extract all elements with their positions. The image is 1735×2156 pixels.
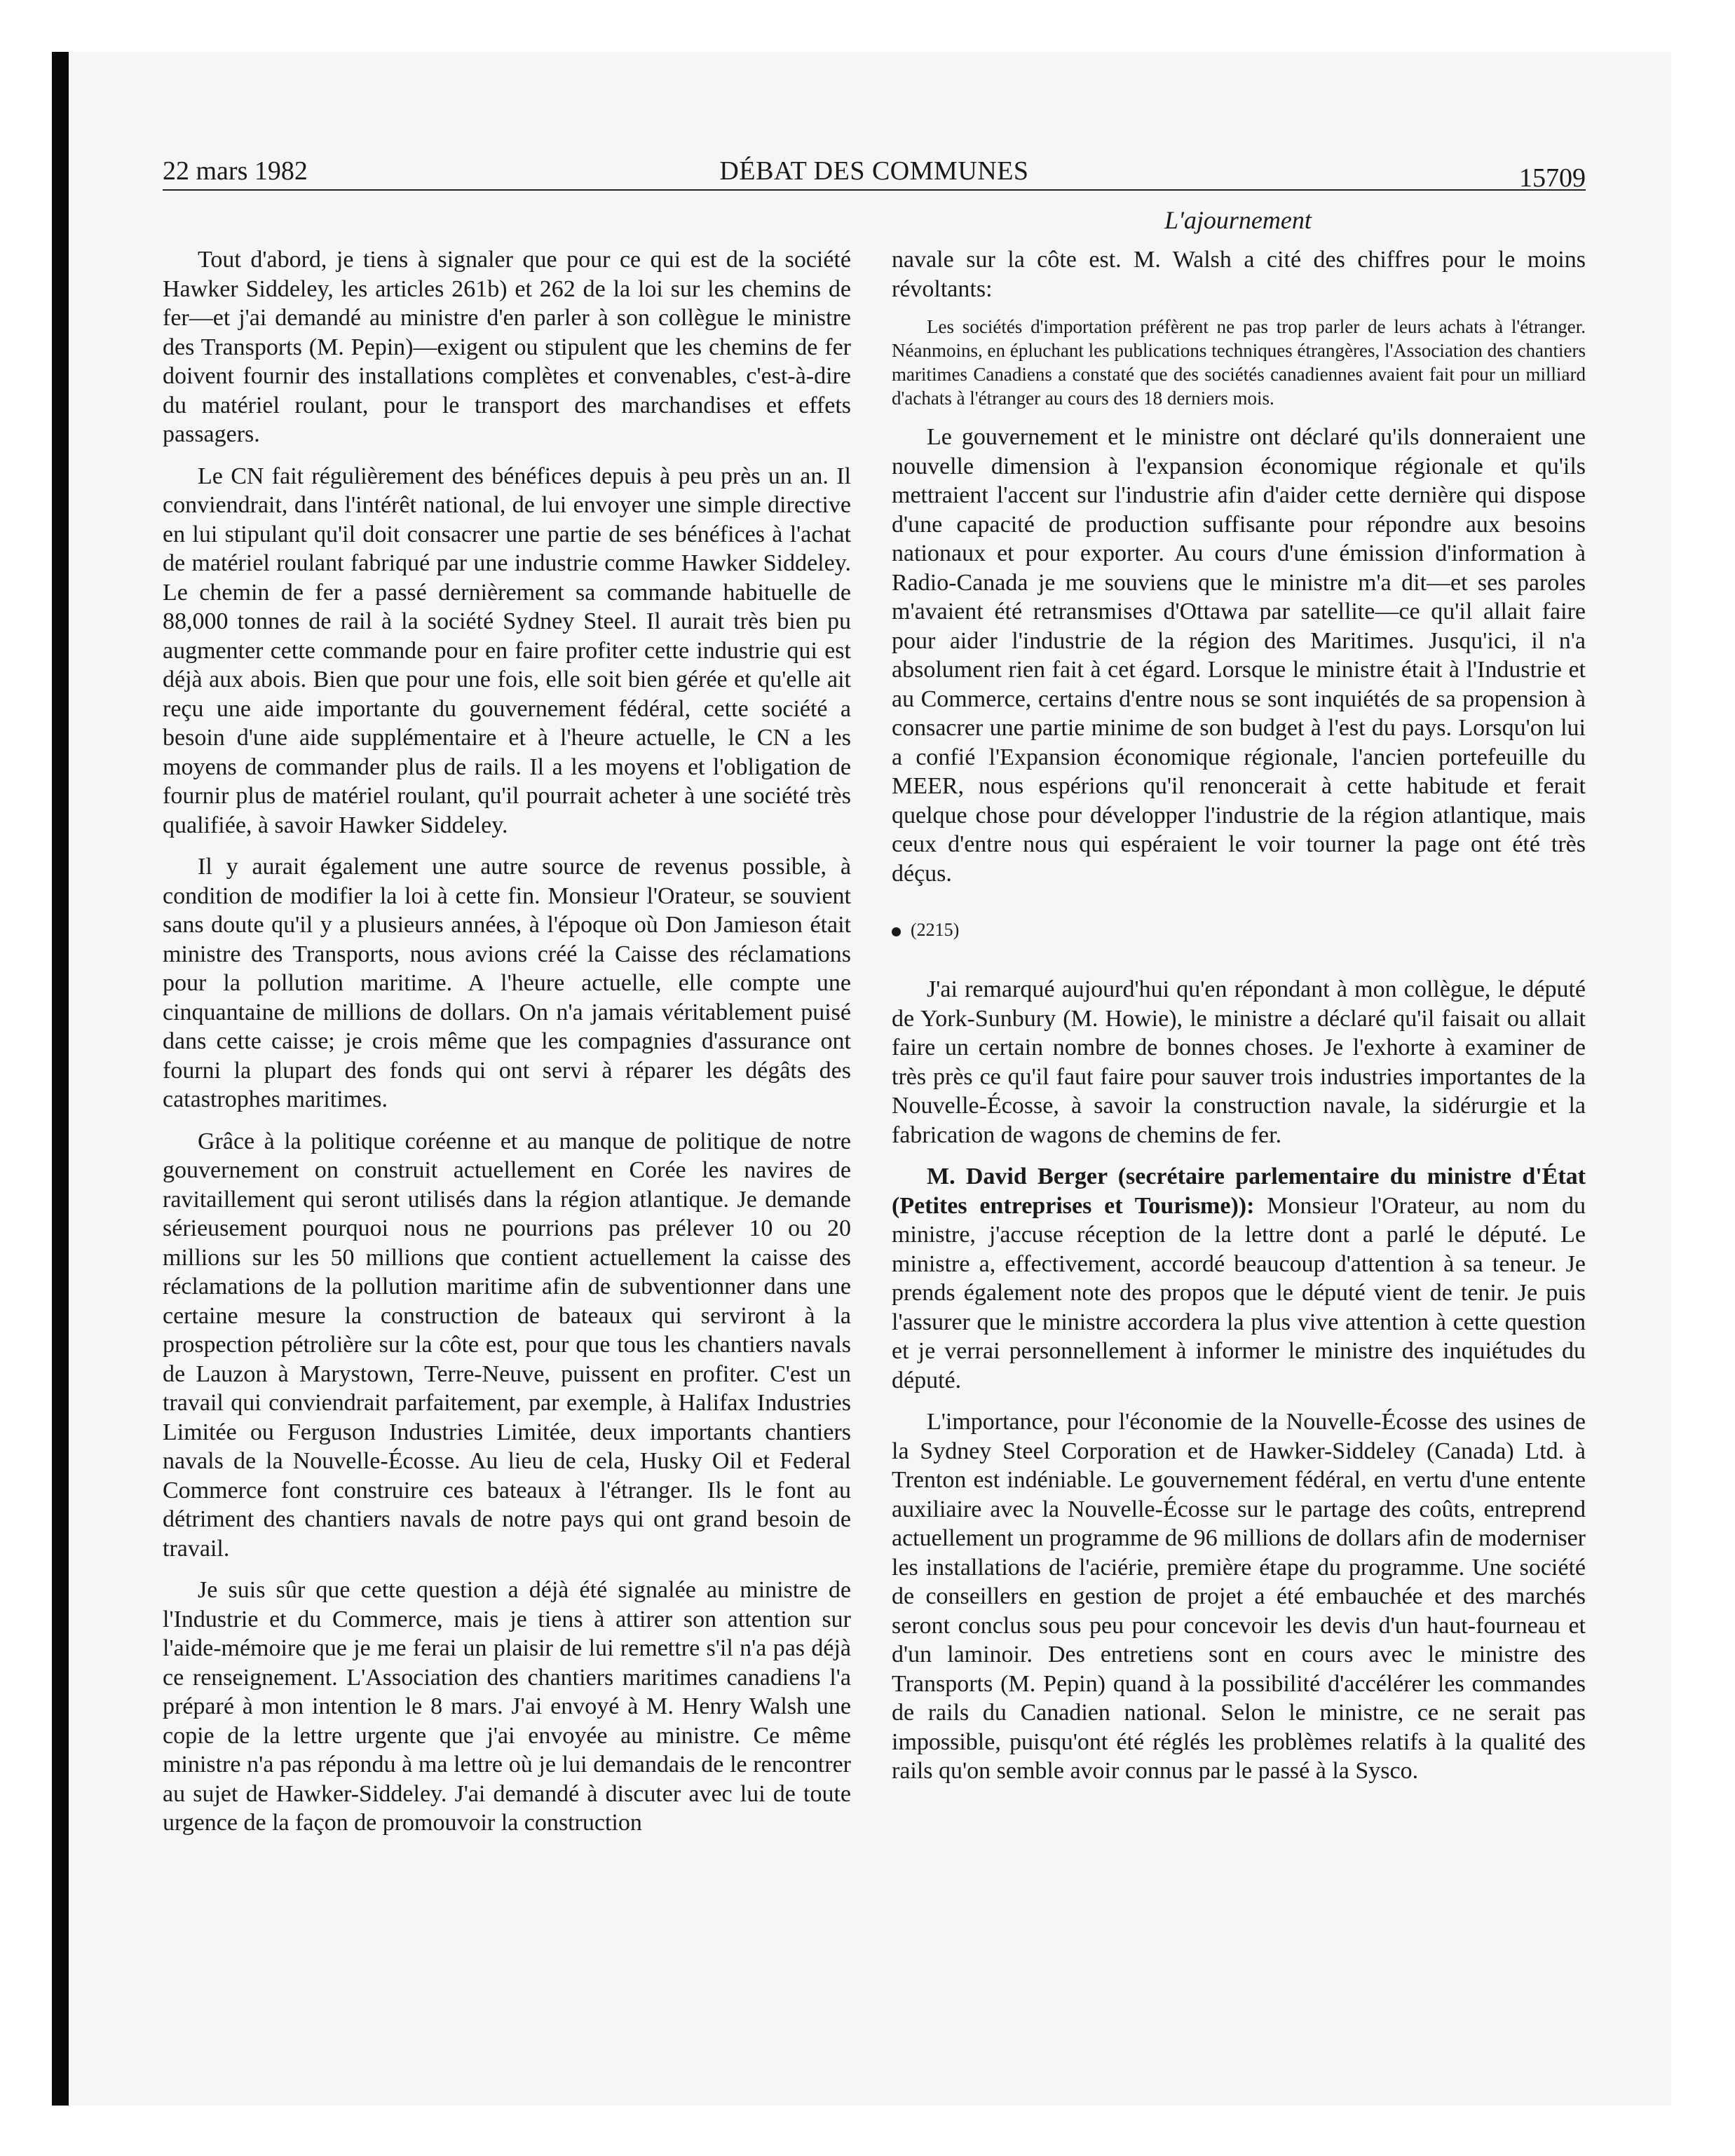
paragraph-continuation: navale sur la côte est. M. Walsh a cité des chiffres pour le moins révoltants: — [892, 247, 1586, 302]
time-marker-label: (2215) — [911, 920, 960, 940]
page-header — [163, 150, 1586, 192]
time-marker — [892, 916, 1586, 944]
page-number: 15709 — [1519, 163, 1586, 193]
speaker-paragraph — [892, 1162, 1586, 1395]
right-column — [892, 245, 1586, 1786]
bullet-icon — [892, 927, 901, 936]
paragraph: Grâce à la politique coréenne et au manque de politique de notre gouvernement on construit actuellement en Corée les navires de ravitaillement qui seront utilisés dans la région atlantique. Je demande sérieusement pourquoi nous ne pourrions pas prélever 10 ou 20 millions sur les 50 millions que contient actuellement la caisse des réclamations de la pollution maritime afin de subventionner dans une certaine mesure la construction de bateaux qui serviront à la prospection pétrolière sur la côte est, pour que tous les chantiers navals de Lauzon à Marystown, Terre-Neuve, puissent en profiter. C'est un travail qui conviendrait parfaitement, par exemple, à Halifax Industries Limitée ou Ferguson Industries Limitée, deux importants chantiers navals de la Nouvelle-Écosse. Au lieu de cela, Husky Oil et Federal Commerce font construire ces bateaux à l'étranger. Ils le font au détriment des chantiers navals de notre pays qui ont grand besoin de travail. — [163, 1128, 851, 1562]
binding-edge — [52, 52, 69, 2106]
block-quote: Les sociétés d'importation préfèrent ne pas trop parler de leurs achats à l'étranger. Néanmoins, en épluchant les publications techniques étrangères, l'Association des chantiers maritimes Canadiens a constaté que des sociétés canadiennes avaient fait pour un milliard d'achats à l'étranger au cours des 18 derniers mois. — [892, 316, 1586, 409]
speaker-text: Monsieur l'Orateur, au nom du ministre, j'accuse réception de la lettre dont a parlé le député. Le ministre a, effectivement, accordé beaucoup d'attention à sa teneur. Je prends également note des propos que le député vient de tenir. Je puis l'assurer que le ministre accordera la plus vive attention à cette question et je verrai personnellement à informer le ministre des inquiétudes du député. — [892, 1192, 1586, 1393]
speaker-name: M. David Berger (secrétaire parlementaire du ministre d'État (Petites entreprises et Tourisme)): — [892, 1164, 1586, 1219]
paragraph: Tout d'abord, je tiens à signaler que pour ce qui est de la société Hawker Siddeley, les articles 261b) et 262 de la loi sur les chemins de fer—et j'ai demandé au ministre d'en parler à son collègue le ministre des Transports (M. Pepin)—exigent ou stipulent que les chemins de fer doivent fournir des installations complètes et convenables, c'est-à-dire du matériel roulant, pour le transport des marchandises et effets passagers. — [163, 247, 851, 447]
paragraph: Le gouvernement et le ministre ont déclaré qu'ils donneraient une nouvelle dimension à l'expansion économique régionale et qu'ils mettraient l'accent sur l'industrie afin d'aider cette dernière qui dispose d'une capacité de production suffisante pour répondre aux besoins nationaux et pour exporter. Au cours d'une émission d'information à Radio-Canada je me souviens que le ministre m'a dit—et ses paroles m'avaient été retransmises d'Ottawa par satellite—ce qu'il allait faire pour aider l'industrie de la région des Maritimes. Jusqu'ici, il n'a absolument rien fait à cet égard. Lorsque le ministre était à l'Industrie et au Commerce, certains d'entre nous se sont inquiétés de sa propension à consacrer une partie minime de son budget à l'est du pays. Lorsqu'on lui a confié l'Expansion économique régionale, l'ancien portefeuille du MEER, nous espérions qu'il renoncerait à cette habitude et ferait quelque chose pour développer l'industrie de la région atlantique, mais ceux d'entre nous qui espéraient le voir tourner la page ont été très déçus. — [892, 424, 1586, 887]
paragraph: J'ai remarqué aujourd'hui qu'en répondant à mon collègue, le député de York-Sunbury (M. Howie), le ministre a déclaré qu'il faisait ou allait faire un certain nombre de bonnes choses. Je l'exhorte à examiner de très près ce qu'il faut faire pour sauver trois industries importantes de la Nouvelle-Écosse, à savoir la construction navale, la sidérurgie et la fabrication de wagons de chemins de fer. — [892, 976, 1586, 1148]
paragraph: Il y aurait également une autre source de revenus possible, à condition de modifier la loi à cette fin. Monsieur l'Orateur, se souvient sans doute qu'il y a plusieurs années, à l'époque où Don Jamieson était ministre des Transports, nous avions créé la Caisse des réclamations pour la pollution maritime. A l'heure actuelle, elle compte une cinquantaine de millions de dollars. On n'a jamais véritablement puisé dans cette caisse; je crois même que les compagnies d'assurance ont fourni la plupart des fonds qui ont servi à réparer les dégâts des catastrophes maritimes. — [163, 854, 851, 1112]
paragraph: Le CN fait régulièrement des bénéfices depuis à peu près un an. Il conviendrait, dans l'intérêt national, de lui envoyer une simple directive en lui stipulant qu'il doit consacrer une partie de ses bénéfices à l'achat de matériel roulant fabriqué par une industrie comme Hawker Siddeley. Le chemin de fer a passé dernièrement sa commande habituelle de 88,000 tonnes de rail à la société Sydney Steel. Il aurait très bien pu augmenter cette commande pour en faire profiter cette industrie qui est déjà aux abois. Bien que pour une fois, elle soit bien gérée et qu'elle ait reçu une aide importante du gouvernement fédéral, cette société a besoin d'une aide supplémentaire et à l'heure actuelle, le CN a les moyens de commander plus de rails. Il a les moyens et l'obligation de fournir plus de matériel roulant, qu'il pourrait acheter à une société très qualifiée, à savoir Hawker Siddeley. — [163, 463, 851, 838]
paragraph: L'importance, pour l'économie de la Nouvelle-Écosse des usines de la Sydney Steel Corporation et de Hawker-Siddeley (Canada) Ltd. à Trenton est indéniable. Le gouvernement fédéral, en vertu d'une entente auxiliaire avec la Nouvelle-Écosse sur le partage des coûts, entreprend actuellement un programme de 96 millions de dollars afin de moderniser les installations de l'aciérie, première étape du programme. Une société de conseillers en gestion de projet a été embauchée et des marchés seront conclus sous peu pour concevoir les devis d'un haut-fourneau et d'un laminoir. Des entretiens sont en cours avec le ministre des Transports (M. Pepin) quand à la possibilité d'accélérer les commandes de rails du Canadien national. Selon le ministre, ce ne serait pas impossible, puisqu'ont été réglés les problèmes relatifs à la qualité des rails qu'on semble avoir connus par le passé à la Sysco. — [892, 1409, 1586, 1784]
section-title: L'ajournement — [1164, 206, 1312, 234]
header-rule — [163, 189, 1586, 191]
header-date: 22 mars 1982 — [163, 156, 308, 186]
header-title: DÉBAT DES COMMUNES — [719, 156, 1029, 186]
paragraph: Je suis sûr que cette question a déjà été signalée au ministre de l'Industrie et du Commerce, mais je tiens à attirer son attention sur l'aide-mémoire que je me ferai un plaisir de lui remettre s'il n'a pas déjà ce renseignement. L'Association des chantiers maritimes canadiens l'a préparé à mon intention le 8 mars. J'ai envoyé à M. Henry Walsh une copie de la lettre urgente que j'ai envoyée au ministre. Ce même ministre n'a pas répondu à ma lettre où je lui demandais de le rencontrer au sujet de Hawker-Siddeley. J'ai demandé à discuter avec lui de toute urgence de la façon de promouvoir la construction — [163, 1577, 851, 1836]
left-column — [163, 245, 851, 1838]
